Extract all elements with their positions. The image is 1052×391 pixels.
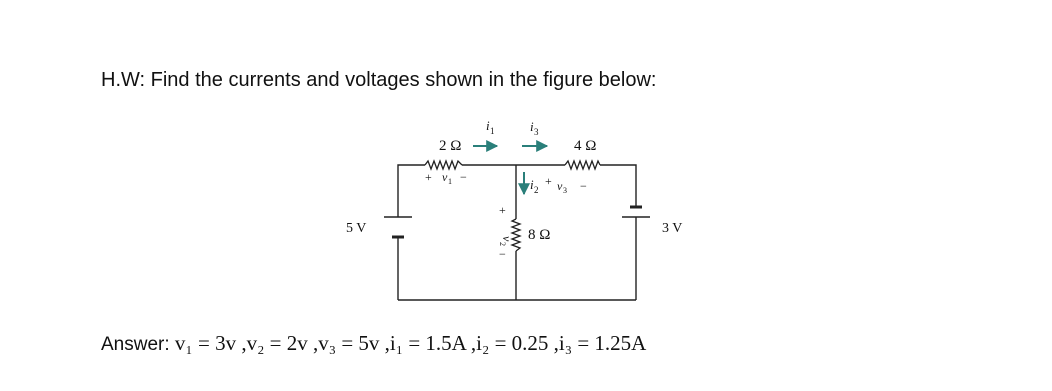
label-r1: 2 Ω	[439, 138, 462, 154]
label-i2-sub: 2	[534, 185, 539, 195]
label-v2-minus: −	[499, 247, 506, 261]
label-v2-sub: 2	[498, 242, 507, 246]
label-r3: 4 Ω	[574, 138, 597, 154]
label-5v: 5 V	[346, 221, 367, 236]
label-r2: 8 Ω	[528, 227, 551, 243]
answer-line	[101, 331, 646, 356]
label-v2: v	[500, 236, 514, 242]
label-i3-sub: 3	[534, 127, 539, 137]
label-i1-sub: 1	[490, 126, 495, 136]
answer-values: v₁ = 3v ,v₂ = 2v ,v₃ = 5v ,i₁ = 1.5A ,i₂ = 0.25 ,i₃ = 1.25A	[174, 331, 647, 355]
label-v3-sub: 3	[563, 186, 567, 195]
label-v1-plus: +	[425, 170, 432, 184]
label-i2: i	[530, 177, 534, 192]
label-i3: i	[530, 119, 534, 134]
resistor-8ohm	[512, 219, 520, 251]
resistor-4ohm	[565, 161, 600, 169]
answer-label: Answer:	[101, 334, 170, 355]
question-text: H.W: Find the currents and voltages shown in the figure below:	[101, 69, 657, 91]
label-v1: v	[442, 170, 448, 184]
wire-left-top	[398, 165, 425, 217]
label-v3-plus: +	[545, 174, 552, 188]
circuit-wires	[398, 165, 636, 300]
label-v3-minus: −	[580, 179, 587, 193]
label-i1: i	[486, 118, 490, 133]
label-v2-plus: +	[499, 203, 506, 217]
label-v1-minus: −	[460, 170, 467, 184]
battery-5v	[384, 217, 412, 237]
wire-right-top	[600, 165, 636, 207]
resistor-2ohm	[425, 161, 462, 169]
label-v1-sub: 1	[448, 177, 452, 186]
label-3v: 3 V	[662, 221, 683, 236]
battery-3v	[622, 207, 650, 217]
label-v3: v	[557, 179, 563, 193]
